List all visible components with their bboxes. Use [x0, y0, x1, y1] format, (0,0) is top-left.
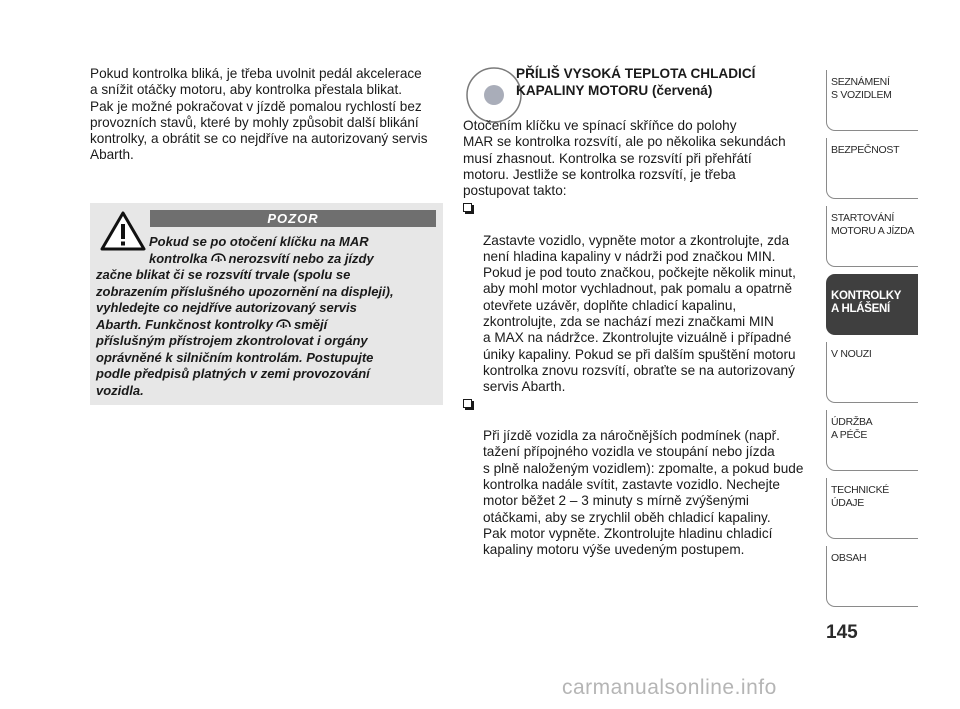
chapter-tabs [826, 70, 918, 614]
warning-line: zobrazením příslušného upozornění na displeji), [96, 283, 394, 299]
tab-kontrolky[interactable]: KONTROLKY A HLÁŠENÍ [826, 274, 918, 335]
warning-line: vyhledejte co nejdříve autorizovaný servis [96, 300, 357, 315]
warning-text-continued [96, 267, 394, 399]
instruction-list [463, 200, 808, 559]
tab-startovani[interactable]: STARTOVÁNÍ MOTORU A JÍZDA [826, 206, 918, 267]
warning-text [149, 234, 374, 267]
page-number: 145 [826, 622, 858, 643]
checkbox-bullet-icon [463, 399, 472, 408]
tab-seznameni[interactable]: SEZNÁMENÍ S VOZIDLEM [826, 70, 918, 131]
list-item-text: Při jízdě vozidla za náročnějších podmínek (např. tažení přípojného vozidla ve stoupání nebo jízda s plně naloženým vozidlem): zpomalte, a pokud bude kontrolka nadále svítit, zastavte vozidlo. Nechejte motor běžet 2 – 3 minuty s mírně zvýšenými otáčkami, aby se zrychlil oběh chladicí kapaliny. Pak motor vypněte. Zkontrolujte hladinu chladicí kapaliny motoru výše uvedeným postupem. [483, 428, 804, 558]
list-item [463, 396, 808, 559]
left-paragraph: Pokud kontrolka bliká, je třeba uvolnit pedál akcelerace a snížit otáčky motoru, aby kontrolka přestala blikat. Pak je možné pokračovat v jízdě pomalou rychlostí bez provozních stavů, které by mohly způsobit další blikání kontrolky, a obrátit se co nejdříve na autorizovaný servis Abarth. [90, 66, 428, 163]
tab-v-nouzi[interactable]: V NOUZI [826, 342, 918, 403]
list-item [463, 200, 808, 396]
warning-lamp-icon [465, 66, 523, 124]
warning-box [90, 203, 443, 405]
tab-udrzba[interactable]: ÚDRŽBA A PÉČE [826, 410, 918, 471]
watermark: carmanualsonline.info [562, 676, 777, 699]
warning-line: Abarth. Funkčnost kontrolky smějí [96, 316, 328, 332]
warning-line: oprávněné k silničním kontrolám. Postupujte [96, 349, 374, 365]
warning-line: Pokud se po otočení klíčku na MAR [149, 234, 369, 249]
warning-line: vozidla. [96, 382, 144, 398]
warning-line: kontrolka nerozsvítí nebo za jízdy [149, 250, 374, 266]
warning-line: podle předpisů platných v zemi provozování [96, 366, 370, 381]
warning-heading: POZOR [150, 210, 436, 227]
section-intro: Otočením klíčku ve spínací skříňce do polohy MAR se kontrolka rozsvítí, ale po několika sekundách musí zhasnout. Kontrolka se rozsvítí při přehřátí motoru. Jestliže se kontrolka rozsvítí, je třeba postupovat takto: [463, 118, 786, 199]
checkbox-bullet-icon [463, 203, 472, 212]
tab-bezpecnost[interactable]: BEZPEČNOST [826, 138, 918, 199]
tab-technicke-udaje[interactable]: TECHNICKÉ ÚDAJE [826, 478, 918, 539]
warning-triangle-icon [100, 211, 146, 251]
section-title: PŘÍLIŠ VYSOKÁ TEPLOTA CHLADICÍ KAPALINY MOTORU (červená) [516, 66, 756, 98]
warning-line: příslušným přístrojem zkontrolovat i orgány [96, 333, 368, 348]
coolant-temperature-icon [210, 252, 227, 264]
warning-line: začne blikat či se rozsvítí trvale (spolu se [96, 267, 351, 282]
list-item-text: Zastavte vozidlo, vypněte motor a zkontrolujte, zda není hladina kapaliny v nádrži pod značkou MIN. Pokud je pod touto značkou, počkejte několik minut, aby mohl motor vychladnout, pak pomalu a opatrně otevřete uzávěr, doplňte chladicí kapalinu, zkontrolujte, zda se nachází mezi značkami MIN a MAX na nádržce. Zkontrolujte vizuálně i případné úniky kapaliny. Pokud se při dalším spuštění motoru kontrolka znovu rozsvítí, obraťte se na autorizovaný servis Abarth. [483, 232, 796, 395]
coolant-temperature-icon [275, 318, 292, 330]
tab-obsah[interactable]: OBSAH [826, 546, 918, 607]
